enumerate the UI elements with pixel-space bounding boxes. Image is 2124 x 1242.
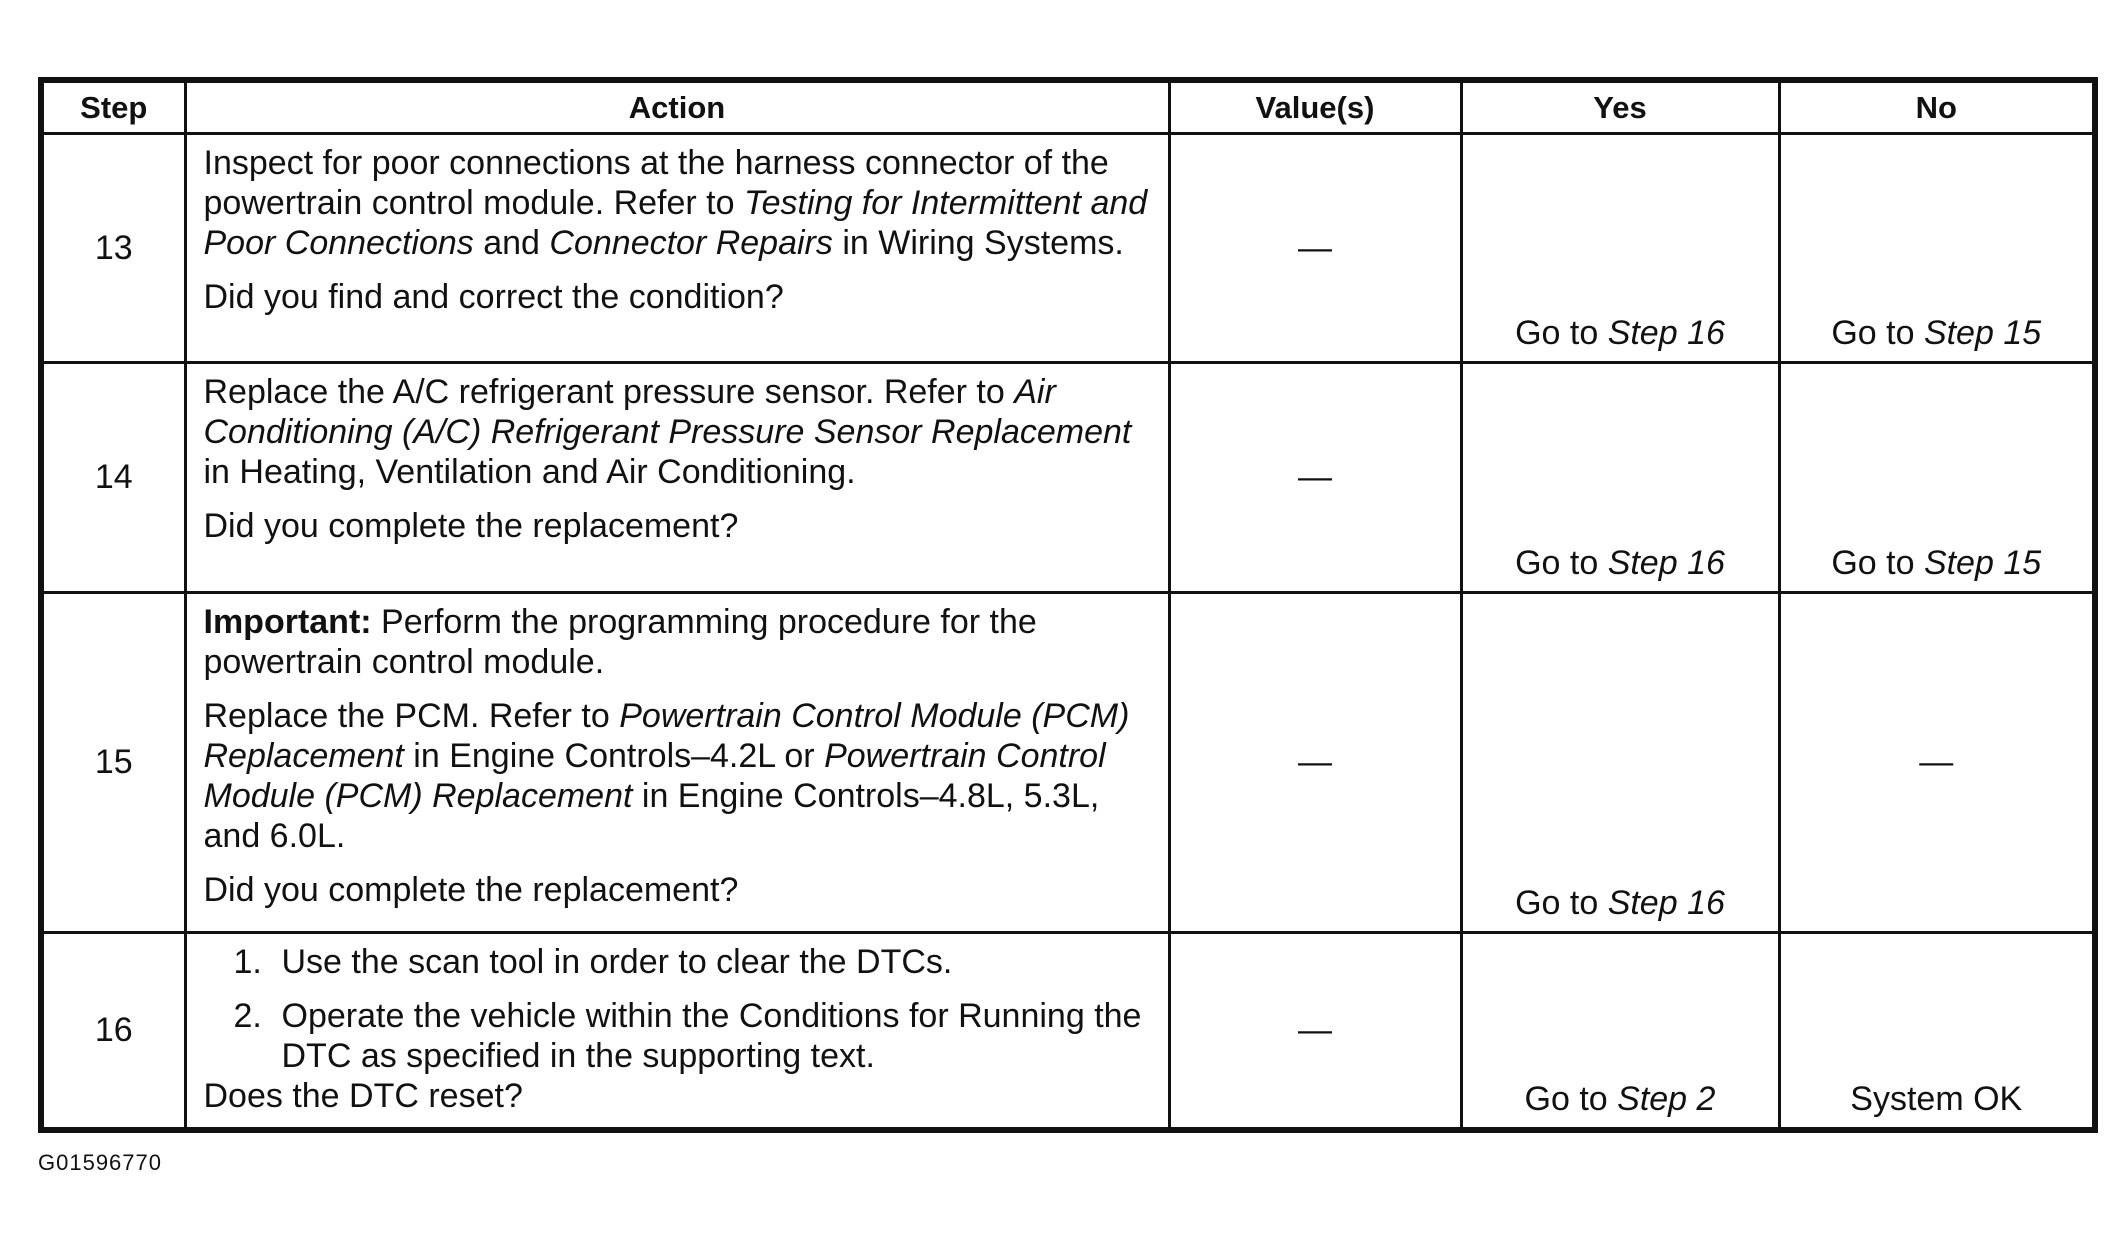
- action-instruction: Replace the A/C refrigerant pressure sensor. Refer to Air Conditioning (A/C) Refrigerant Pressure Sensor Replacement in Heating, Ventilation and Air Conditioning.: [203, 373, 1132, 491]
- manual-reference: Powertrain Control Module (PCM) Replacement: [203, 737, 1106, 815]
- action-cell: [185, 134, 1169, 363]
- action-cell: [185, 593, 1169, 933]
- procedure-list: [204, 942, 1158, 1076]
- step-link: Step 16: [1607, 544, 1725, 582]
- list-item: 2. Operate the vehicle within the Conditions for Running the DTC as specified in the supporting text.: [233, 997, 1142, 1075]
- header-values: Value(s): [1169, 80, 1461, 134]
- step-number: 13: [41, 134, 185, 363]
- action-question: Did you complete the replacement?: [203, 871, 739, 909]
- important-note: Important: Perform the programming procedure for the powertrain control module.: [203, 603, 1037, 681]
- yes-cell: Go to Step 16: [1461, 134, 1779, 363]
- manual-reference: Connector Repairs: [549, 224, 833, 262]
- yes-cell: Go to Step 16: [1461, 593, 1779, 933]
- diagnostic-table: [38, 77, 2098, 1133]
- action-question: Did you complete the replacement?: [203, 507, 739, 545]
- header-step: Step: [41, 80, 185, 134]
- step-number: 16: [41, 933, 185, 1130]
- no-cell: —: [1779, 593, 2095, 933]
- action-question: Did you find and correct the condition?: [203, 278, 784, 316]
- no-cell: Go to Step 15: [1779, 363, 2095, 593]
- step-number: 15: [41, 593, 185, 933]
- action-cell: [185, 933, 1169, 1130]
- table-row-step-13: [41, 134, 2095, 363]
- action-instruction: Replace the PCM. Refer to Powertrain Control Module (PCM) Replacement in Engine Controls–4.2L or Powertrain Control Module (PCM) Replacement in Engine Controls–4.8L, 5.3L, and 6.0L.: [203, 697, 1130, 855]
- action-instruction: Inspect for poor connections at the harness connector of the powertrain control module. Refer to Testing for Intermittent and Poor Connections and Connector Repairs in Wiring Systems.: [203, 144, 1148, 262]
- manual-reference: Powertrain Control Module (PCM) Replacement: [203, 697, 1130, 775]
- step-link: Step 2: [1617, 1079, 1716, 1118]
- value-cell: —: [1169, 593, 1461, 933]
- header-no: No: [1779, 80, 2095, 134]
- table-row-step-16: [41, 933, 2095, 1130]
- figure-id: G01596770: [38, 1150, 162, 1175]
- step-link: Step 16: [1607, 314, 1725, 352]
- no-cell: System OK: [1779, 933, 2095, 1130]
- table-row-step-14: [41, 363, 2095, 593]
- table-row-step-15: [41, 593, 2095, 933]
- header-row: [41, 80, 2095, 134]
- value-cell: —: [1169, 363, 1461, 593]
- step-link: Step 16: [1607, 884, 1725, 922]
- value-cell: —: [1169, 134, 1461, 363]
- header-yes: Yes: [1461, 80, 1779, 134]
- step-link: Step 15: [1923, 314, 2042, 352]
- no-cell: Go to Step 15: [1779, 134, 2095, 363]
- list-item: 1. Use the scan tool in order to clear the DTCs.: [233, 943, 953, 981]
- step-link: Step 15: [1923, 544, 2042, 582]
- manual-reference: Testing for Intermittent and Poor Connections: [203, 184, 1148, 262]
- manual-reference: Air Conditioning (A/C) Refrigerant Pressure Sensor Replacement: [203, 373, 1132, 451]
- important-label: Important:: [203, 603, 372, 641]
- value-cell: —: [1169, 933, 1461, 1130]
- step-number: 14: [41, 363, 185, 593]
- action-question: Does the DTC reset?: [203, 1077, 523, 1115]
- header-action: Action: [185, 80, 1169, 134]
- yes-cell: Go to Step 16: [1461, 363, 1779, 593]
- action-cell: [185, 363, 1169, 593]
- yes-cell: Go to Step 2: [1461, 933, 1779, 1130]
